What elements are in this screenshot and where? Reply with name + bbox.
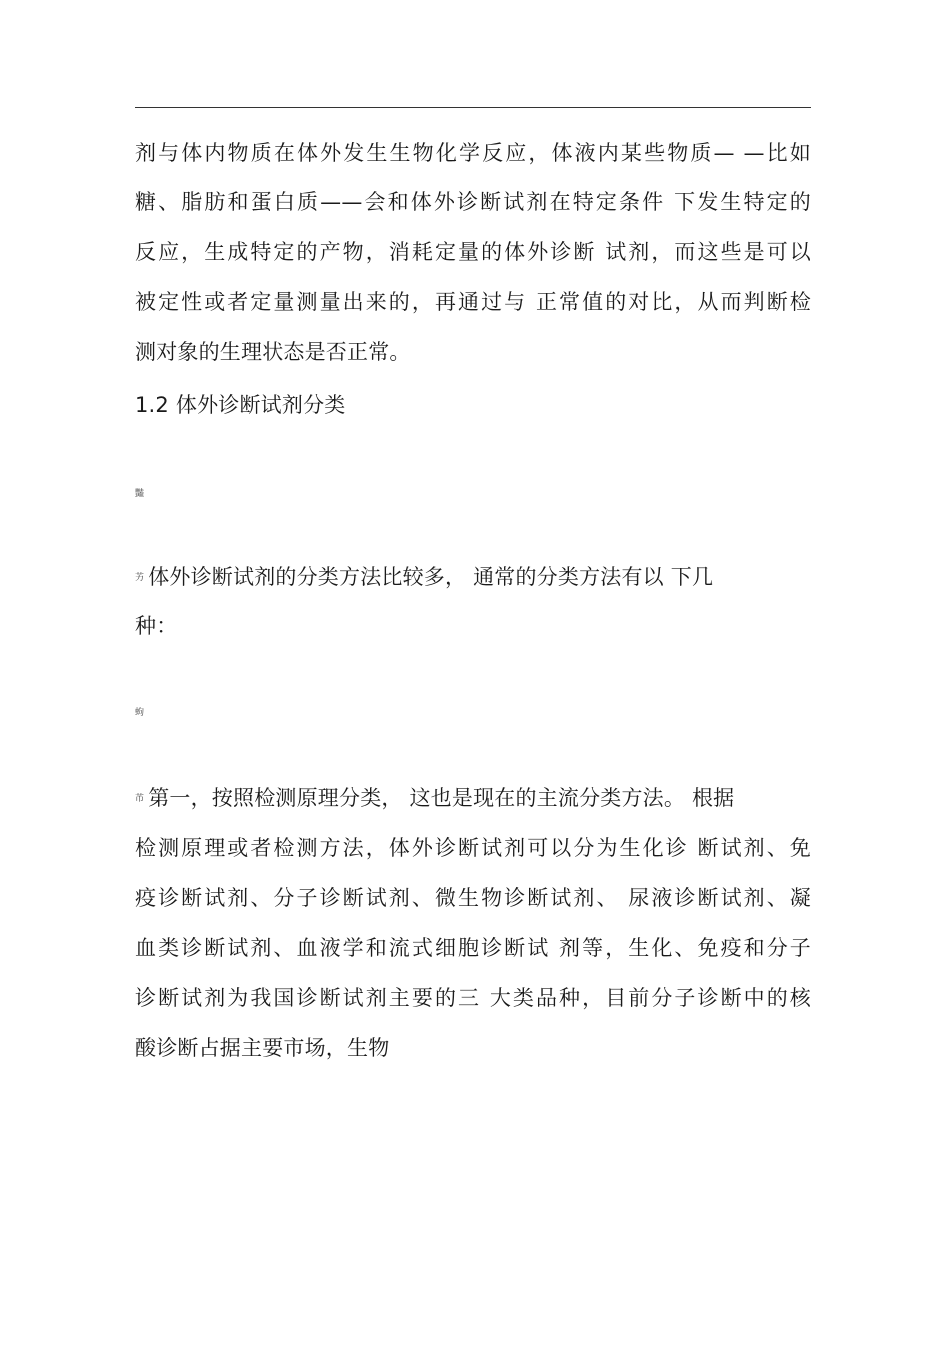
paragraph-3-line-3: 疫诊断试剂、分子诊断试剂、微生物诊断试剂、 尿液诊断试剂、凝 [135, 886, 811, 910]
stray-marker-3: 蚼 [135, 708, 145, 718]
paragraph-2-line-1-text: 体外诊断试剂的分类方法比较多， 通常的分类方法有以 下几 [148, 565, 714, 589]
paragraph-1-line-2: 糖、脂肪和蛋白质——会和体外诊断试剂在特定条件 下发生特定的 [135, 190, 811, 214]
paragraph-3-line-2: 检测原理或者检测方法，体外诊断试剂可以分为生化诊 断试剂、免 [135, 836, 811, 860]
paragraph-2-line-1 [135, 562, 713, 593]
section-heading: 1.2 体外诊断试剂分类 [135, 393, 346, 417]
header-rule [135, 107, 811, 108]
paragraph-3-line-1 [135, 783, 734, 814]
paragraph-1-line-3: 反应，生成特定的产物，消耗定量的体外诊断 试剂，而这些是可以 [135, 240, 811, 264]
stray-marker-1: 豔 [135, 489, 145, 499]
paragraph-1-line-5: 测对象的生理状态是否正常。 [135, 340, 411, 364]
paragraph-3-line-5: 诊断试剂为我国诊断试剂主要的三 大类品种，目前分子诊断中的核 [135, 986, 811, 1010]
paragraph-3-line-1-text: 第一，按照检测原理分类， 这也是现在的主流分类方法。 根据 [148, 786, 735, 810]
paragraph-1-line-1: 剂与体内物质在体外发生生物化学反应，体液内某些物质— —比如 [135, 141, 811, 165]
stray-marker-4: 芇 [135, 794, 145, 804]
paragraph-2-line-2: 种： [135, 614, 178, 638]
paragraph-3-line-6: 酸诊断占据主要市场，生物 [135, 1036, 390, 1060]
paragraph-3-line-4: 血类诊断试剂、血液学和流式细胞诊断试 剂等，生化、免疫和分子 [135, 936, 811, 960]
stray-marker-2: 艻 [135, 573, 145, 583]
paragraph-1-line-4: 被定性或者定量测量出来的，再通过与 正常值的对比，从而判断检 [135, 290, 811, 314]
